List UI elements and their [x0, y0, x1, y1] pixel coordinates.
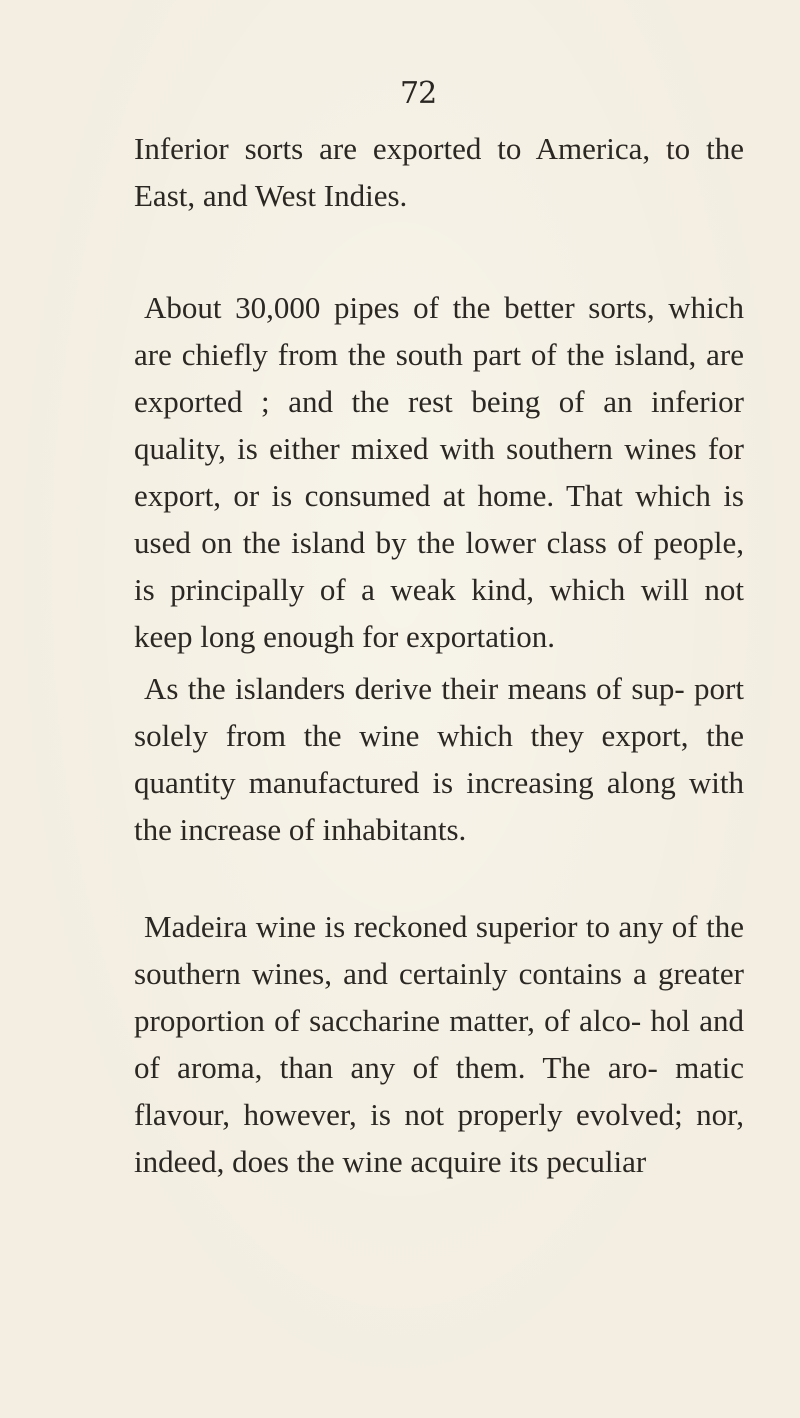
paragraph-1 — [134, 125, 744, 219]
paragraph-3 — [134, 665, 744, 853]
paragraph-text: As the islanders derive their means of sup- port solely from the wine which they export, the quantity manufactured is increasing along with the increase of inhabitants. — [134, 671, 744, 847]
paragraph-2 — [134, 284, 744, 660]
paragraph-text: About 30,000 pipes of the better sorts, which are chiefly from the south part of the island, are exported ; and the rest being of an inferior quality, is either mixed with southern wines for export, or is consumed at home. That which is used on the island by the lower class of people, is principally of a weak kind, which will not keep long enough for exportation. — [134, 290, 744, 654]
page-number: 72 — [400, 76, 437, 111]
paragraph-4 — [134, 903, 744, 1185]
paragraph-text: Madeira wine is reckoned superior to any of the southern wines, and certainly contains a greater proportion of saccharine matter, of alco- hol and of aroma, than any of them. The aro- matic flavour, however, is not properly evolved; nor, indeed, does the wine acquire its peculiar — [134, 909, 744, 1179]
paragraph-text: Inferior sorts are exported to America, to the East, and West Indies. — [134, 131, 744, 213]
